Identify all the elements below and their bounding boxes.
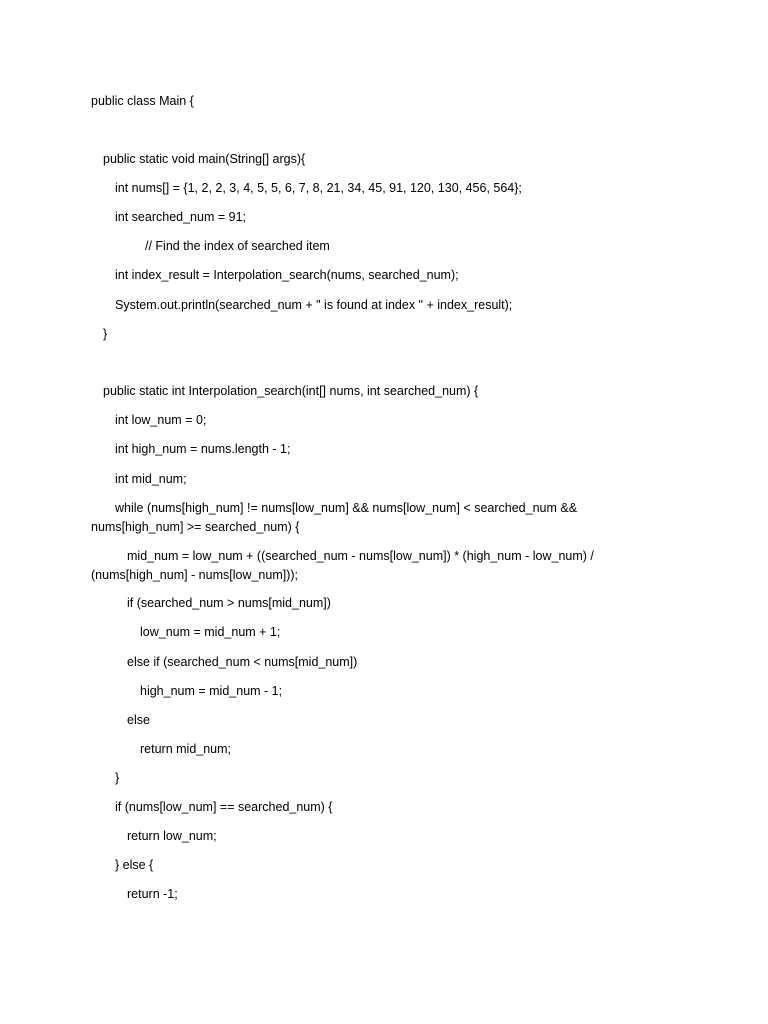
code-line: } bbox=[115, 771, 120, 785]
code-line: while (nums[high_num] != nums[low_num] && nums[low_num] < searched_num && bbox=[115, 501, 578, 515]
code-line: int searched_num = 91; bbox=[115, 210, 246, 224]
code-line: return mid_num; bbox=[140, 742, 232, 756]
code-line: int index_result = Interpolation_search(nums, searched_num); bbox=[115, 268, 459, 282]
code-line: int high_num = nums.length - 1; bbox=[115, 442, 291, 456]
code-line: mid_num = low_num + ((searched_num - nums[low_num]) * (high_num - low_num) / bbox=[127, 549, 594, 563]
code-line: nums[high_num] >= searched_num) { bbox=[91, 520, 300, 534]
code-line: public static int Interpolation_search(int[] nums, int searched_num) { bbox=[103, 384, 479, 398]
code-line: if (searched_num > nums[mid_num]) bbox=[127, 596, 331, 610]
code-line: int low_num = 0; bbox=[115, 413, 207, 427]
code-line: else if (searched_num < nums[mid_num]) bbox=[127, 655, 358, 669]
code-line: return low_num; bbox=[127, 829, 217, 843]
code-line: if (nums[low_num] == searched_num) { bbox=[115, 800, 333, 814]
code-line: high_num = mid_num - 1; bbox=[140, 684, 283, 698]
code-line: int nums[] = {1, 2, 2, 3, 4, 5, 5, 6, 7, 8, 21, 34, 45, 91, 120, 130, 456, 564}; bbox=[115, 181, 522, 195]
code-line: low_num = mid_num + 1; bbox=[140, 625, 281, 639]
code-line: } else { bbox=[115, 858, 154, 872]
code-line: System.out.println(searched_num + " is found at index " + index_result); bbox=[115, 298, 513, 312]
code-line: return -1; bbox=[127, 887, 178, 901]
code-line: // Find the index of searched item bbox=[145, 239, 330, 253]
code-line: (nums[high_num] - nums[low_num])); bbox=[91, 568, 299, 582]
code-line: public class Main { bbox=[91, 94, 194, 108]
code-line: } bbox=[103, 327, 108, 341]
code-line: public static void main(String[] args){ bbox=[103, 152, 306, 166]
code-line: else bbox=[127, 713, 150, 727]
code-line: int mid_num; bbox=[115, 472, 187, 486]
